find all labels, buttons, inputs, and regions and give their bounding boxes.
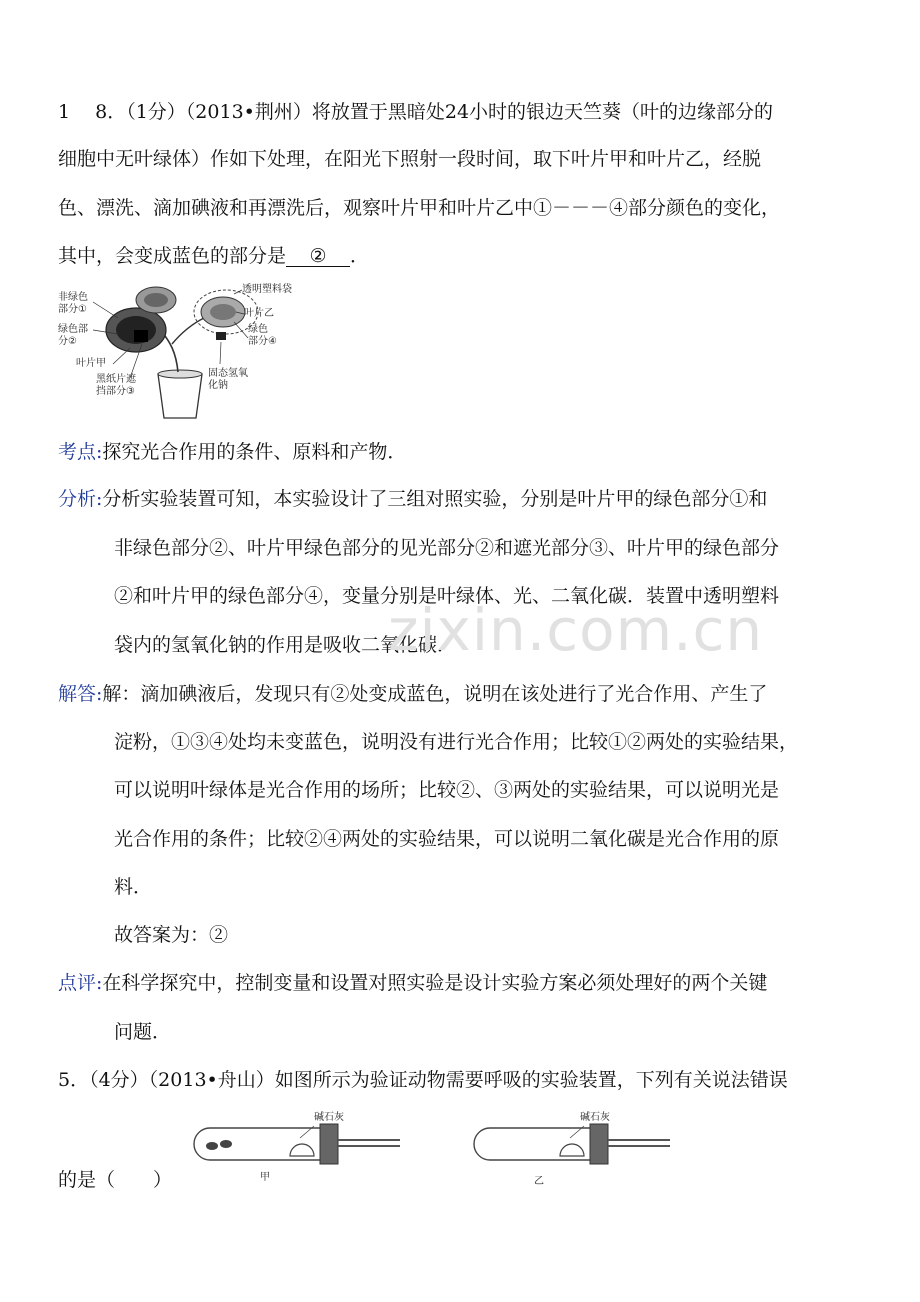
label-paper-2: 挡部分③ — [96, 386, 135, 397]
jieda-label: 解答: — [58, 683, 103, 705]
kaodian-label: 考点: — [58, 441, 103, 463]
jieda-row: 解答:解：滴加碘液后，发现只有②处变成蓝色，说明在该处进行了光合作用、产生了 — [58, 683, 768, 705]
label-naoh-1: 固态氢氧 — [208, 368, 248, 379]
fenxi-line-2: 非绿色部分②、叶片甲绿色部分的见光部分②和遮光部分③、叶片甲的绿色部分 — [114, 537, 780, 559]
caption-left: 甲 — [260, 1172, 270, 1183]
jieda-line-3: 可以说明叶绿体是光合作用的场所；比较②、③两处的实验结果，可以说明光是 — [114, 779, 780, 801]
watermark: zixin.com.cn — [388, 596, 764, 664]
label-soda-lime-left: 碱石灰 — [314, 1112, 344, 1123]
kaodian-row: 考点:探究光合作用的条件、原料和产物． — [58, 441, 407, 463]
q18-number: 1 8． — [58, 101, 127, 123]
label-non-green-1: 非绿色 — [58, 292, 88, 303]
label-green4-1: 绿色 — [248, 324, 268, 335]
jieda-line-2: 淀粉，①③④处均未变蓝色，说明没有进行光合作用；比较①②两处的实验结果， — [114, 731, 799, 753]
label-green2-1: 绿色部 — [58, 324, 88, 335]
label-green4-2: 部分④ — [248, 336, 277, 347]
caption-right: 乙 — [534, 1176, 544, 1187]
label-non-green-2: 部分① — [58, 304, 87, 315]
insect-icon — [206, 1142, 218, 1150]
q5-line-2: 的是（ ） — [58, 1169, 173, 1191]
label-leaf-a: 叶片甲 — [76, 358, 106, 369]
jieda-line-5: 料． — [114, 876, 153, 898]
q18-line-3: 色、漂洗、滴加碘液和再漂洗后，观察叶片甲和叶片乙中①－－－④部分颜色的变化， — [58, 197, 781, 219]
answer-blank: ② — [286, 246, 350, 267]
q18-line-2: 细胞中无叶绿体）作如下处理，在阳光下照射一段时间，取下叶片甲和叶片乙，经脱 — [58, 148, 762, 170]
label-leaf-b: 叶片乙 — [244, 308, 274, 319]
fenxi-label: 分析: — [58, 488, 103, 510]
dianping-row: 点评:在科学探究中，控制变量和设置对照实验是设计实验方案必须处理好的两个关键 — [58, 972, 768, 994]
fenxi-row: 分析:分析实验装置可知，本实验设计了三组对照实验，分别是叶片甲的绿色部分①和 — [58, 488, 768, 510]
plant-experiment-figure — [58, 282, 292, 422]
fenxi-line-3: ②和叶片甲的绿色部分④，变量分别是叶绿体、光、二氧化碳．装置中透明塑料 — [114, 585, 780, 607]
label-green2-2: 分② — [58, 336, 77, 347]
label-paper-1: 黑纸片遮 — [96, 374, 136, 385]
dianping-label: 点评: — [58, 972, 103, 994]
q18-line-4: 其中，会变成蓝色的部分是 ② ． — [58, 245, 370, 267]
tube-figure-right — [470, 1106, 670, 1186]
label-bag: 透明塑料袋 — [242, 284, 292, 295]
jieda-line-4: 光合作用的条件；比较②④两处的实验结果，可以说明二氧化碳是光合作用的原 — [114, 828, 780, 850]
dianping-line-2: 问题． — [114, 1021, 172, 1043]
answer-line: 故答案为：② — [114, 924, 229, 946]
q18-line-1: 1 8．（1分）（2013•荆州）将放置于黑暗处24小时的银边天竺葵（叶的边缘部分的 — [58, 101, 774, 123]
fenxi-line-4: 袋内的氢氧化钠的作用是吸收二氧化碳． — [114, 634, 457, 656]
label-soda-lime-right: 碱石灰 — [580, 1112, 610, 1123]
tube-figure-left — [190, 1106, 400, 1186]
label-naoh-2: 化钠 — [208, 380, 228, 391]
q5-line-1: 5．（4分）（2013•舟山）如图所示为验证动物需要呼吸的实验装置，下列有关说法错误 — [58, 1069, 788, 1091]
